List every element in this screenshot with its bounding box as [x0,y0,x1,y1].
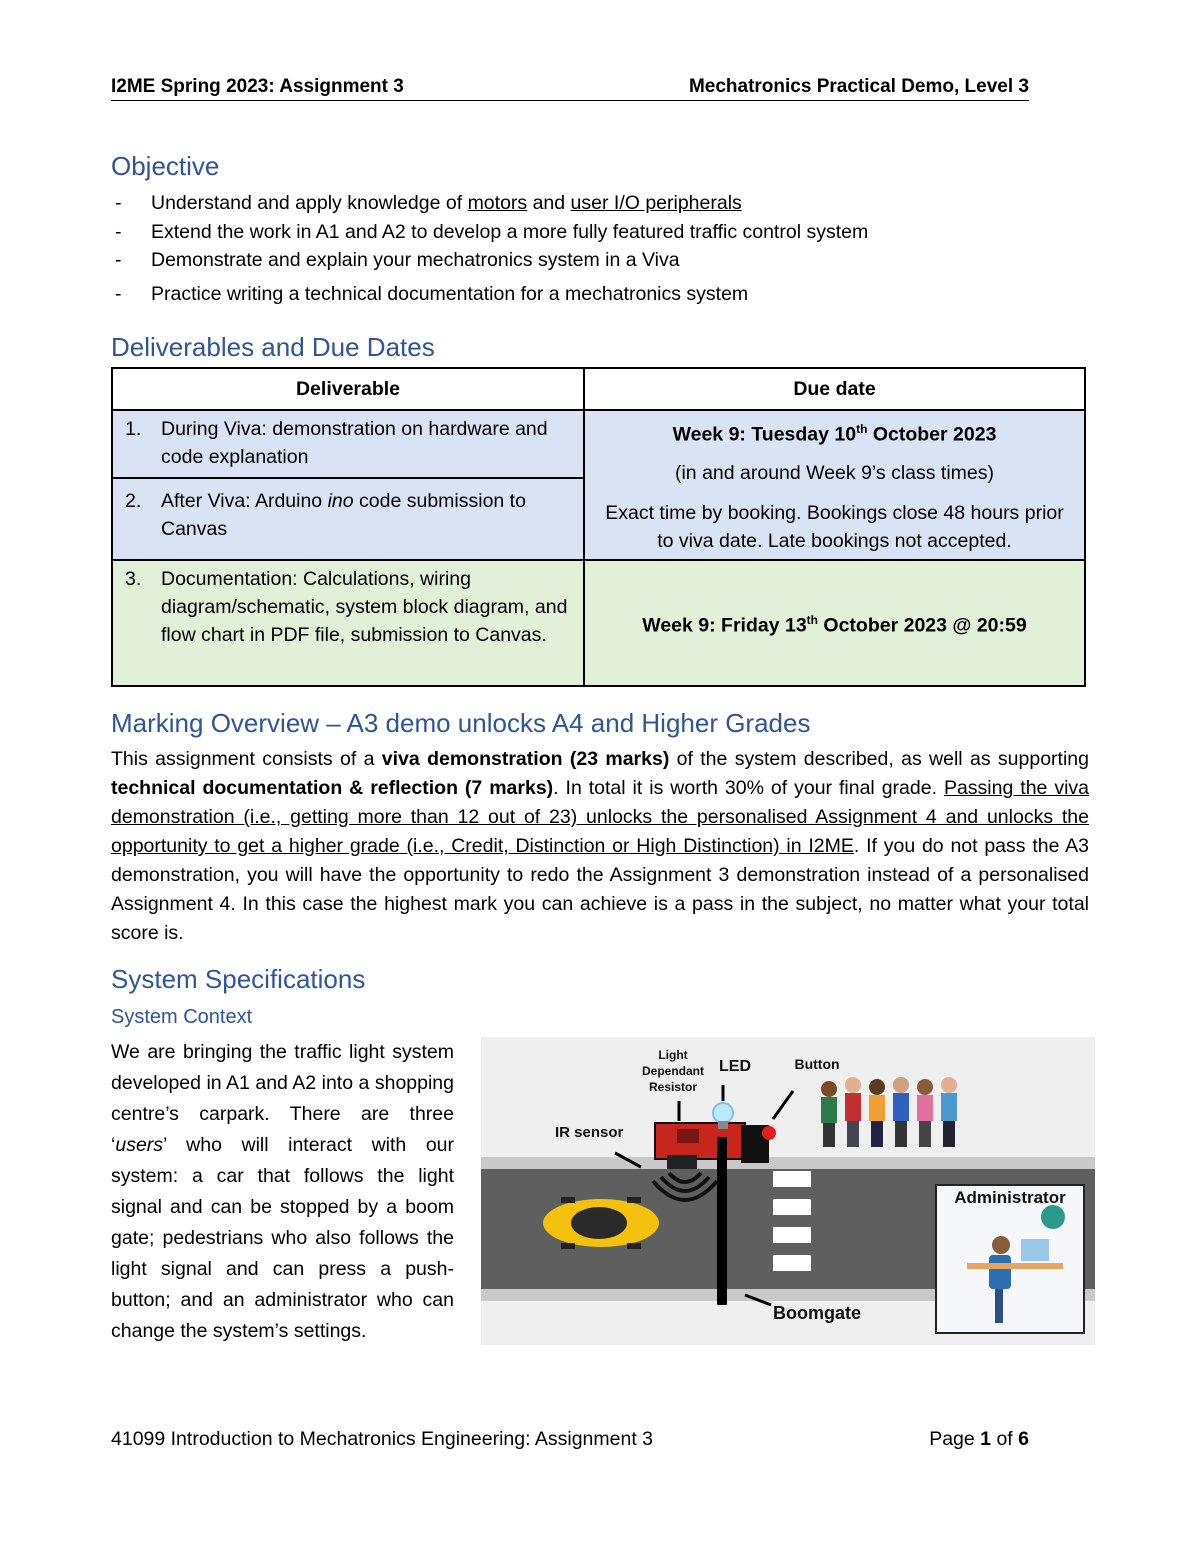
push-button-icon [762,1126,776,1140]
administrator-label: Administrator [954,1188,1066,1207]
motors-link-text: motors [467,192,528,214]
page-header [111,74,1029,101]
boomgate-pole [717,1137,727,1305]
list-item: - Understand and apply knowledge of motors and user I/O peripherals [115,192,742,214]
table-row: 3. Documentation: Calculations, wiring diagram/schematic, system block diagram, and flow chart in PDF file, submission to Canvas. [112,560,584,686]
deliverables-heading: Deliverables and Due Dates [111,332,435,362]
header-right: Mechatronics Practical Demo, Level 3 [688,76,1029,97]
deliverables-table [111,367,1086,687]
led-icon [713,1103,733,1123]
due-cell-viva: Week 9: Tuesday 10th October 2023 (in and around Week 9’s class times) Exact time by booking. Bookings close 48 hours prior to viva date. Late bookings not accepted. [584,410,1085,560]
button-label: Button [794,1056,840,1072]
marking-paragraph: This assignment consists of a viva demonstration (23 marks) of the system described, as well as supporting technical documentation & reflection (7 marks). In total it is worth 30% of your final grade. Passing the viva demonstration (i.e., getting more than 12 out of 23) unlocks the personalised Assignment 4 and unlocks the opportunity to get a higher grade (i.e., Credit, Distinction or High Distinction) in I2ME. If you do not pass the A3 demonstration, you will have the opportunity to redo the Assignment 3 demonstration instead of a personalised Assignment 4. In this case the highest mark you can achieve is a pass in the subject, no matter what your total score is. [111,748,1090,944]
io-peripherals-text: user I/O peripherals [570,192,742,214]
marking-heading: Marking Overview – A3 demo unlocks A4 and Higher Grades [111,708,811,738]
boomgate-label: Boomgate [773,1303,862,1323]
list-item: - Demonstrate and explain your mechatronics system in a Viva [115,249,680,271]
table-row: 1. During Viva: demonstration on hardware and code explanation [112,410,584,478]
footer-title: 41099 Introduction to Mechatronics Engineering: Assignment 3 [111,1428,654,1450]
sensor-box [655,1123,745,1159]
ir-sensor-label: IR sensor [555,1124,624,1141]
col-header-due: Due date [584,368,1085,410]
system-context-paragraph: We are bringing the traffic light system developed in A1 and A2 into a shopping centre’s carpark. There are three ‘users’ who will interact with our system: a car that follows the light signal and can be stopped by a boom gate; pedestrians who also follows the light signal and can press a push-button; and an administrator who can change the system’s settings. [111,1041,454,1342]
ldr-label-2: Dependant [641,1064,705,1078]
list-item: - Practice writing a technical documentation for a mechatronics system [115,282,749,305]
due-cell-docs: Week 9: Friday 13th October 2023 @ 20:59 [584,560,1085,686]
specs-heading: System Specifications [111,964,366,994]
ldr-label-3: Resistor [648,1080,698,1094]
system-diagram [481,1037,1095,1345]
table-row: 2. After Viva: Arduino ino code submission to Canvas [112,478,584,560]
led-label: LED [719,1058,751,1075]
objective-heading: Objective [111,151,220,181]
passing-condition-text: Passing the viva demonstration (i.e., getting more than 12 out of 23) unlocks the personalised Assignment 4 and unlocks the opportunity to get a higher grade (i.e., Credit, Distinction or High Distinction) in I2ME [111,777,1090,857]
page-number: Page 1 of 6 [929,1428,1029,1450]
system-context-heading: System Context [111,1006,253,1028]
list-item: - Extend the work in A1 and A2 to develop a more fully featured traffic control system [115,220,869,243]
objective-list [115,189,869,308]
header-left: I2ME Spring 2023: Assignment 3 [111,76,404,97]
col-header-deliverable: Deliverable [112,368,584,410]
ldr-label-1: Light [658,1048,688,1062]
